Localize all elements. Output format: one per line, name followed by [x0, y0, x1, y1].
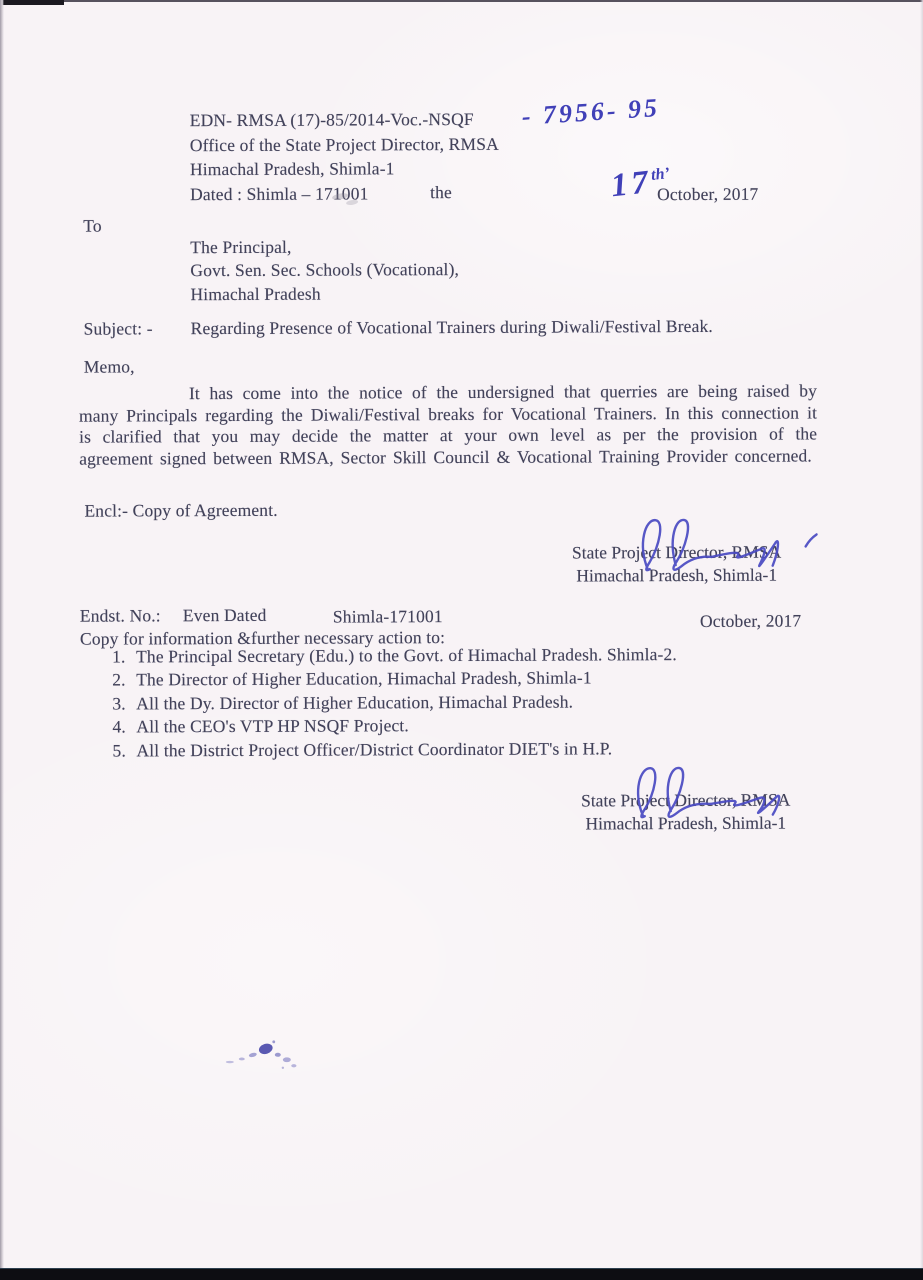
recipient-item: 5. All the District Project Officer/District Coordinator DIET's in H.P. — [130, 737, 677, 763]
endst-label: Endst. No.: — [79, 605, 161, 626]
endst-place: Shimla-171001 — [332, 606, 443, 627]
endst-even-dated: Even Dated — [182, 604, 267, 626]
scan-edge-bottom — [0, 1268, 923, 1280]
signature-scribble-2 — [619, 758, 809, 829]
addressee-line: Govt. Sen. Sec. Schools (Vocational), — [190, 259, 460, 281]
scan-corner-top-left — [0, 0, 64, 5]
recipient-item: 1. The Principal Secretary (Edu.) to the Govt. of Himachal Pradesh. Shimla-2. — [130, 643, 677, 669]
printed-month-year: October, 2017 — [657, 183, 759, 205]
addressee-line: The Principal, — [190, 236, 292, 258]
subject-label: Subject: - — [83, 318, 153, 339]
endst-date: October, 2017 — [699, 610, 802, 631]
the-word: the — [430, 182, 452, 203]
region-line: Himachal Pradesh, Shimla-1 — [189, 158, 395, 180]
enclosure-line: Encl:- Copy of Agreement. — [84, 499, 278, 521]
handwritten-ref-number: - 7956- 95 — [520, 92, 661, 131]
memo-body: It has come into the notice of the undersigned that querries are being raised by many Principals regarding the Diwali/Festival breaks for Vocational Trainers. In this connection it is clarified that you may decide the matter at your own level as per the provision of the agreement signed between RMSA, Sector Skill Council & Vocational Training Provider concerned. — [78, 380, 818, 469]
copy-line: Copy for information &further necessary action to: — [79, 627, 446, 649]
signatory-place: Himachal Pradesh, Shimla-1 — [585, 812, 787, 834]
recipient-item: 2. The Director of Higher Education, Himachal Pradesh, Shimla-1 — [130, 667, 677, 693]
addressee-block — [190, 235, 459, 306]
scan-edge-left — [0, 0, 4, 1280]
signatory-place: Himachal Pradesh, Shimla-1 — [576, 564, 778, 586]
handwritten-day-number: 17 — [609, 164, 654, 205]
signatory-title: State Project Director, RMSA — [571, 541, 782, 563]
pencil-smudge — [326, 188, 366, 210]
dated-line: Dated : Shimla – 171001 — [190, 182, 369, 204]
recipient-item: 4. All the CEO's VTP HP NSQF Project. — [130, 713, 677, 739]
ref-number-line: EDN- RMSA (17)-85/2014-Voc.-NSQF — [189, 108, 474, 131]
memo-salutation: Memo, — [83, 356, 135, 377]
signatory-title: State Project Director, RMSA — [581, 789, 791, 811]
recipient-item: 3. All the Dy. Director of Higher Education, Himachal Pradesh. — [130, 690, 677, 716]
subject-text: Regarding Presence of Vocational Trainers during Diwali/Festival Break. — [190, 315, 713, 339]
scan-edge-top — [0, 0, 923, 2]
ink-smudge — [220, 1033, 330, 1075]
recipient-list — [88, 643, 677, 763]
office-line: Office of the State Project Director, RMSA — [189, 133, 499, 155]
signature-scribble-1 — [625, 510, 821, 583]
addressee-line: Himachal Pradesh — [190, 283, 321, 304]
handwritten-day-suffix: th’ — [650, 165, 671, 184]
salutation-to: To — [83, 215, 102, 236]
